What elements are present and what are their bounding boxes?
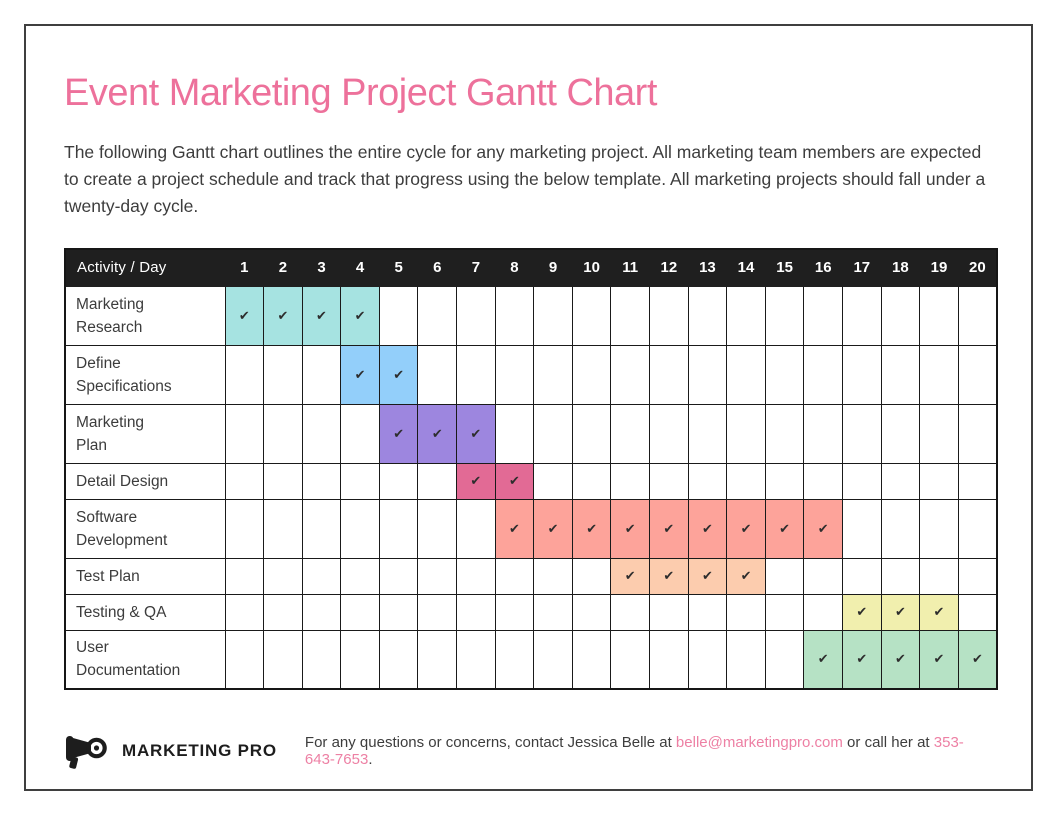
day-cell — [843, 463, 882, 499]
contact-text-middle: or call her at — [842, 734, 934, 751]
day-cell — [765, 630, 804, 689]
day-cell — [572, 345, 611, 404]
day-cell — [495, 345, 534, 404]
day-cell-checked: ✔ — [379, 345, 418, 404]
activity-label: Detail Design — [65, 463, 225, 499]
day-cell-checked: ✔ — [650, 558, 689, 594]
day-cell-checked: ✔ — [650, 499, 689, 558]
day-cell — [572, 463, 611, 499]
day-cell — [958, 463, 997, 499]
day-cell — [264, 463, 303, 499]
day-header-15: 15 — [765, 249, 804, 286]
document-page — [24, 24, 1033, 791]
day-cell-checked: ✔ — [958, 630, 997, 689]
day-cell — [688, 404, 727, 463]
intro-paragraph: The following Gantt chart outlines the entire cycle for any marketing project. All marketing team members are expected to create a project schedule and track that progress using the below template. All marketing projects should fall under a twenty-day cycle. — [64, 142, 986, 216]
day-cell — [457, 499, 496, 558]
day-cell — [418, 630, 457, 689]
day-cell — [727, 345, 766, 404]
day-cell-checked: ✔ — [843, 630, 882, 689]
day-cell — [418, 345, 457, 404]
gantt-row — [65, 404, 997, 463]
phone-link[interactable]: 353-643-7653 — [304, 734, 964, 768]
day-cell — [225, 630, 264, 689]
day-cell — [765, 558, 804, 594]
day-cell — [495, 594, 534, 630]
day-cell — [958, 499, 997, 558]
day-cell — [843, 558, 882, 594]
day-cell — [688, 345, 727, 404]
day-cell — [920, 463, 959, 499]
day-cell — [264, 499, 303, 558]
day-header-6: 6 — [418, 249, 457, 286]
day-cell-checked: ✔ — [611, 558, 650, 594]
day-cell — [958, 404, 997, 463]
day-cell-checked: ✔ — [843, 594, 882, 630]
day-cell — [379, 286, 418, 345]
day-cell — [727, 404, 766, 463]
day-cell — [727, 286, 766, 345]
day-cell — [572, 558, 611, 594]
day-cell-checked: ✔ — [920, 630, 959, 689]
day-header-5: 5 — [379, 249, 418, 286]
day-cell — [765, 463, 804, 499]
day-cell — [418, 499, 457, 558]
day-header-11: 11 — [611, 249, 650, 286]
day-cell-checked: ✔ — [534, 499, 573, 558]
day-header-4: 4 — [341, 249, 380, 286]
day-cell — [457, 558, 496, 594]
day-header-19: 19 — [920, 249, 959, 286]
day-cell — [302, 594, 341, 630]
day-cell — [920, 404, 959, 463]
day-cell-checked: ✔ — [264, 286, 303, 345]
day-cell — [843, 345, 882, 404]
day-cell — [495, 404, 534, 463]
day-cell-checked: ✔ — [688, 558, 727, 594]
day-cell — [804, 558, 843, 594]
contact-text-prefix: For any questions or concerns, contact Jessica Belle at — [304, 734, 676, 751]
day-cell — [379, 558, 418, 594]
day-cell-checked: ✔ — [765, 499, 804, 558]
day-cell — [341, 594, 380, 630]
day-cell — [264, 630, 303, 689]
day-cell — [379, 499, 418, 558]
day-cell — [920, 499, 959, 558]
day-cell — [457, 630, 496, 689]
day-cell — [804, 345, 843, 404]
day-cell — [843, 286, 882, 345]
day-cell — [534, 558, 573, 594]
megaphone-icon — [64, 732, 110, 770]
day-cell — [341, 630, 380, 689]
day-cell-checked: ✔ — [727, 499, 766, 558]
day-cell — [611, 463, 650, 499]
day-cell — [418, 558, 457, 594]
gantt-row — [65, 499, 997, 558]
day-cell — [804, 404, 843, 463]
day-cell — [379, 594, 418, 630]
day-cell — [341, 499, 380, 558]
day-cell-checked: ✔ — [727, 558, 766, 594]
day-cell — [881, 499, 920, 558]
day-cell — [765, 404, 804, 463]
gantt-row — [65, 286, 997, 345]
day-cell — [534, 630, 573, 689]
day-cell — [688, 463, 727, 499]
brand-name: MARKETING PRO — [122, 741, 277, 760]
day-cell — [264, 404, 303, 463]
day-cell — [341, 558, 380, 594]
day-cell-checked: ✔ — [302, 286, 341, 345]
day-cell — [611, 594, 650, 630]
day-cell-checked: ✔ — [804, 499, 843, 558]
gantt-row — [65, 594, 997, 630]
day-header-9: 9 — [534, 249, 573, 286]
day-cell — [920, 345, 959, 404]
day-header-14: 14 — [727, 249, 766, 286]
day-cell — [688, 286, 727, 345]
day-cell — [611, 286, 650, 345]
day-cell — [457, 594, 496, 630]
contact-line — [305, 734, 993, 768]
day-header-1: 1 — [225, 249, 264, 286]
day-cell — [881, 404, 920, 463]
day-cell — [804, 286, 843, 345]
day-cell — [534, 404, 573, 463]
day-cell — [225, 499, 264, 558]
page-title: Event Marketing Project Gantt Chart — [64, 72, 657, 114]
day-cell-checked: ✔ — [341, 345, 380, 404]
activity-label: Software Development — [65, 499, 225, 558]
day-cell — [534, 594, 573, 630]
day-cell-checked: ✔ — [457, 463, 496, 499]
day-cell — [264, 594, 303, 630]
day-cell — [958, 286, 997, 345]
day-cell-checked: ✔ — [611, 499, 650, 558]
day-cell — [534, 463, 573, 499]
activity-label: Define Specifications — [65, 345, 225, 404]
activity-label: Marketing Research — [65, 286, 225, 345]
day-cell — [457, 345, 496, 404]
day-cell-checked: ✔ — [225, 286, 264, 345]
day-cell — [225, 594, 264, 630]
day-cell — [958, 558, 997, 594]
day-header-16: 16 — [804, 249, 843, 286]
day-cell — [688, 630, 727, 689]
day-header-17: 17 — [843, 249, 882, 286]
day-cell — [418, 594, 457, 630]
day-cell — [650, 630, 689, 689]
day-cell-checked: ✔ — [495, 499, 534, 558]
footer — [64, 732, 993, 770]
day-cell — [379, 463, 418, 499]
day-cell — [804, 463, 843, 499]
day-cell — [572, 594, 611, 630]
day-cell — [727, 594, 766, 630]
gantt-header-row — [65, 249, 997, 286]
day-header-12: 12 — [650, 249, 689, 286]
day-cell — [765, 345, 804, 404]
day-cell — [650, 345, 689, 404]
day-cell — [225, 463, 264, 499]
day-cell — [765, 594, 804, 630]
day-cell — [341, 404, 380, 463]
day-cell — [881, 463, 920, 499]
day-cell-checked: ✔ — [341, 286, 380, 345]
day-cell — [920, 286, 959, 345]
day-cell — [572, 286, 611, 345]
contact-text-suffix: . — [368, 751, 373, 768]
gantt-row — [65, 558, 997, 594]
day-cell — [341, 463, 380, 499]
gantt-row — [65, 630, 997, 689]
day-cell-checked: ✔ — [379, 404, 418, 463]
day-cell — [379, 630, 418, 689]
day-cell — [572, 404, 611, 463]
day-cell — [457, 286, 496, 345]
day-cell — [611, 630, 650, 689]
day-cell — [650, 404, 689, 463]
day-cell — [534, 345, 573, 404]
day-cell — [418, 463, 457, 499]
day-cell-checked: ✔ — [418, 404, 457, 463]
corner-header: Activity / Day — [65, 249, 225, 286]
day-cell — [804, 594, 843, 630]
day-cell-checked: ✔ — [804, 630, 843, 689]
day-header-2: 2 — [264, 249, 303, 286]
day-cell-checked: ✔ — [920, 594, 959, 630]
day-cell — [765, 286, 804, 345]
day-header-10: 10 — [572, 249, 611, 286]
day-cell — [881, 345, 920, 404]
day-cell — [650, 594, 689, 630]
gantt-table — [64, 248, 998, 690]
day-cell — [572, 630, 611, 689]
day-header-13: 13 — [688, 249, 727, 286]
day-cell-checked: ✔ — [495, 463, 534, 499]
day-header-18: 18 — [881, 249, 920, 286]
day-cell — [843, 404, 882, 463]
day-cell — [958, 594, 997, 630]
day-cell-checked: ✔ — [688, 499, 727, 558]
day-cell — [881, 286, 920, 345]
brand-logo — [64, 732, 277, 770]
day-cell — [302, 463, 341, 499]
day-cell — [688, 594, 727, 630]
day-header-20: 20 — [958, 249, 997, 286]
activity-label: Testing & QA — [65, 594, 225, 630]
day-cell — [225, 345, 264, 404]
day-cell — [727, 630, 766, 689]
day-cell — [495, 286, 534, 345]
day-cell — [302, 345, 341, 404]
day-cell — [302, 630, 341, 689]
email-link[interactable]: belle@marketingpro.com — [675, 734, 843, 751]
gantt-row — [65, 345, 997, 404]
day-cell — [225, 404, 264, 463]
day-cell — [495, 558, 534, 594]
activity-label: User Documentation — [65, 630, 225, 689]
day-cell — [302, 499, 341, 558]
day-cell — [611, 404, 650, 463]
day-cell — [302, 404, 341, 463]
day-cell — [958, 345, 997, 404]
day-cell — [611, 345, 650, 404]
activity-label: Test Plan — [65, 558, 225, 594]
day-cell — [225, 558, 264, 594]
gantt-row — [65, 463, 997, 499]
day-cell — [727, 463, 766, 499]
day-cell-checked: ✔ — [572, 499, 611, 558]
day-cell — [843, 499, 882, 558]
day-header-3: 3 — [302, 249, 341, 286]
day-cell — [650, 463, 689, 499]
day-cell — [495, 630, 534, 689]
day-cell — [302, 558, 341, 594]
day-cell — [264, 558, 303, 594]
day-cell — [650, 286, 689, 345]
day-header-8: 8 — [495, 249, 534, 286]
day-cell — [534, 286, 573, 345]
day-cell — [920, 558, 959, 594]
day-cell-checked: ✔ — [881, 594, 920, 630]
activity-label: Marketing Plan — [65, 404, 225, 463]
day-header-7: 7 — [457, 249, 496, 286]
day-cell — [418, 286, 457, 345]
day-cell-checked: ✔ — [457, 404, 496, 463]
day-cell-checked: ✔ — [881, 630, 920, 689]
day-cell — [881, 558, 920, 594]
day-cell — [264, 345, 303, 404]
